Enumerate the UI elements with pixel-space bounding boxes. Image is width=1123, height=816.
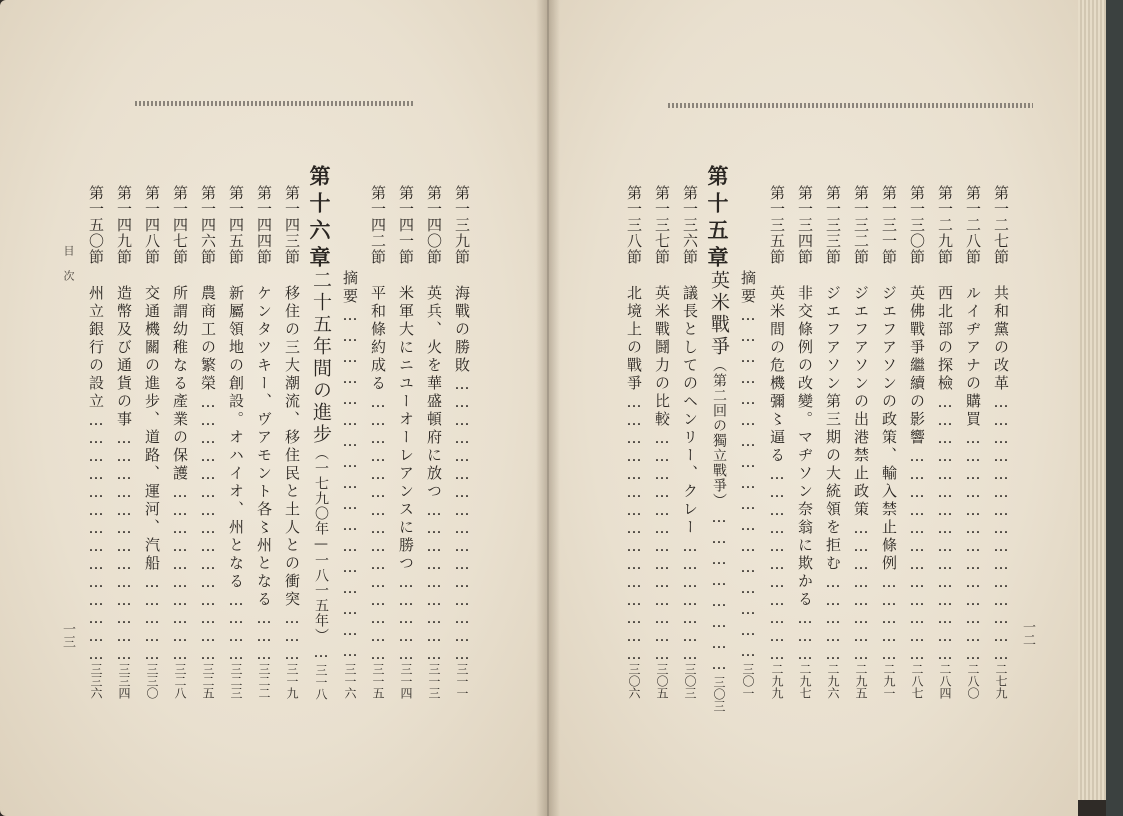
page-number: 二八四 [938,663,952,699]
toc-entry [223,185,249,712]
section-number: 第一三九節 [453,185,471,265]
book-gutter [536,0,560,816]
page-number: 三二三 [229,663,243,699]
page-number: 三三〇 [145,663,159,699]
entry-title: ジエフアソン第三期の大統領を拒む [824,285,842,573]
dot-leader: …………………………………………… [739,306,757,663]
page-number: 二九五 [854,663,868,699]
section-number: 第一二八節 [964,185,982,265]
chapter-title-line [702,270,732,712]
chapter-heading: 第十五章 [705,165,730,273]
page-number: 三一六 [343,663,357,699]
page-number: 二九九 [770,663,784,699]
page-number: 三一五 [371,663,385,699]
dot-leader: …………… [143,573,161,663]
page-number: 三〇一 [741,663,755,699]
entry-title: 海戰の勝敗 [453,285,471,375]
toc-entry [764,185,790,712]
dot-leader: ……………………………………… [936,393,954,663]
toc-entry [365,185,391,712]
page-number: 三〇五 [655,663,669,699]
section-number: 第一四九節 [115,185,133,265]
section-number: 第一三七節 [653,185,671,265]
toc-entry [876,185,902,712]
summary-label: 摘要 [341,270,359,306]
page-fore-edge [1078,0,1106,800]
toc-entry [279,185,305,712]
dot-leader: ……………………………………… [625,393,643,663]
dot-leader: ……………………………………… [992,393,1010,663]
dot-leader: ……………………………………… [199,393,217,663]
toc-entry [621,185,647,712]
toc-entry [988,185,1014,712]
section-number: 第一三四節 [796,185,814,265]
entry-title: ジエフアソンの政策、輸入禁止條例 [880,285,898,573]
section-number: 第一四三節 [283,185,301,265]
section-number: 第一四六節 [199,185,217,265]
entry-title: 造幣及び通貨の事 [115,285,133,429]
entry-title: 交通機關の進步、道路、運河、汽船 [143,285,161,573]
entry-title: 北境上の戰爭 [625,285,643,393]
section-number: 第一四五節 [227,185,245,265]
chapter-summary [337,270,363,712]
chapter-title: 英米戰爭 [708,270,730,358]
dot-leader: ………………………… [171,483,189,663]
entry-title: 議長としてのヘンリー、クレー [681,285,699,537]
page-number: 二九一 [882,663,896,699]
section-number: 第一三六節 [681,185,699,265]
entry-title: 英米間の危機彌〻逼る [768,285,786,465]
dot-leader: ………… [227,591,245,663]
toc-entry [167,185,193,712]
entry-title: 農商工の繁榮 [199,285,217,393]
toc-entry [449,185,475,712]
entry-title: ケンタツキー、ヴアモント各〻州となる [255,285,273,609]
page-number: 三三六 [89,663,103,699]
toc-entry [848,185,874,712]
toc-entry [960,185,986,712]
dot-leader: ………………………………………… [453,375,471,663]
toc-entry [195,185,221,712]
section-number: 第一四七節 [171,185,189,265]
dot-leader: …………… [397,573,415,663]
section-number: 第一三五節 [768,185,786,265]
page-number: 三〇六 [627,663,641,699]
section-number: 第一四〇節 [425,185,443,265]
section-number: 第一五〇節 [87,185,105,265]
section-number: 第一四四節 [255,185,273,265]
chapter-heading: 第十六章 [307,165,332,273]
chapter-summary [735,270,761,712]
dot-leader: ……………………… [425,501,443,663]
dot-leader: …………………………… [768,465,786,663]
section-number: 第一四一節 [397,185,415,265]
decorative-rule-right [668,103,1033,108]
dot-leader: ……………………………… [908,447,926,663]
section-number: 第一二七節 [992,185,1010,265]
page-number: 三〇三 [683,663,697,699]
dot-leader: ………………… [681,537,699,663]
toc-entry [83,185,109,712]
dot-leader: …………………………………… [87,411,105,663]
dot-leader: …………………… [852,519,870,663]
section-number: 第一三〇節 [908,185,926,265]
toc-entry [904,185,930,712]
dot-leader: ……… [796,609,814,663]
chapter-subtitle: （一七九〇年—一八一五年） [313,446,329,643]
entry-title: 非交條例の改變。マヂソン奈翁に欺かる [796,285,814,609]
dot-leader: ………………………………… [115,429,133,663]
page-number: 二八七 [910,663,924,699]
section-number: 第一三二節 [852,185,870,265]
entry-title: 米軍大にニユーオーレアンスに勝つ [397,285,415,573]
toc-entry [820,185,846,712]
book-cover-edge [1106,0,1123,816]
page-number: 三二八 [173,663,187,699]
entry-title: 新屬領地の創設。オハイオ、州となる [227,285,245,591]
dot-leader: ………………………………… [964,429,982,663]
page-number: 二八〇 [966,663,980,699]
dot-leader: ……………………………………… [369,393,387,663]
entry-title: 英兵、火を華盛頓府に放つ [425,285,443,501]
dot-leader: …………………… [710,508,728,676]
decorative-rule-left [135,101,415,106]
entry-title: 移住の三大潮流、移住民と土人との衝突 [283,285,301,609]
entry-title: 平和條約成る [369,285,387,393]
page-number: 三一一 [455,663,469,699]
toc-entry [111,185,137,712]
entry-title: ジエフアソンの出港禁止政策 [852,285,870,519]
page-number: 二九七 [798,663,812,699]
section-number: 第一三八節 [625,185,643,265]
page-number: 三二五 [201,663,215,699]
entry-title: 英佛戰爭繼續の影響 [908,285,926,447]
page-number: 三一四 [399,663,413,699]
entry-title: 所謂幼稚なる產業の保護 [171,285,189,483]
dot-leader: …………………………………………… [341,306,359,663]
entry-title: ルイヂアナの購買 [964,285,982,429]
dot-leader: ………………………………… [653,429,671,663]
right-folio: 一二 [1020,620,1035,646]
section-number: 第一二九節 [936,185,954,265]
section-number: 第一三三節 [824,185,842,265]
section-number: 第一四二節 [369,185,387,265]
toc-entry [139,185,165,712]
dot-leader: …………… [880,573,898,663]
entry-title: 共和黨の改革 [992,285,1010,393]
dot-leader: …………… [824,573,842,663]
summary-label: 摘要 [739,270,757,306]
chapter-title-line [304,270,334,712]
toc-entry [421,185,447,712]
toc-entry [393,185,419,712]
entry-title: 西北部の探檢 [936,285,954,393]
toc-entry [251,185,277,712]
chapter-title: 二十五年間の進步 [310,270,332,446]
section-number: 第一四八節 [143,185,161,265]
dot-leader: … [312,643,330,664]
toc-entry [932,185,958,712]
page-number: 三一三 [427,663,441,699]
page-number: 三二二 [257,663,271,699]
dot-leader: ……… [255,609,273,663]
toc-entry [677,185,703,712]
toc-entry [649,185,675,712]
dot-leader: ……… [283,609,301,663]
left-folio: 一三 [60,622,75,648]
page-number: 三一九 [285,663,299,699]
page-number: 三〇三 [712,676,726,712]
page-number: 三三四 [117,663,131,699]
toc-entry [792,185,818,712]
chapter-subtitle: （第二回の獨立戰爭） [711,358,727,508]
page-number: 三一八 [314,664,328,700]
page-number: 二九六 [826,663,840,699]
page-number: 二七九 [994,663,1008,699]
entry-title: 英米戰鬪力の比較 [653,285,671,429]
running-head: 目次 [62,245,75,295]
section-number: 第一三一節 [880,185,898,265]
entry-title: 州立銀行の設立 [87,285,105,411]
